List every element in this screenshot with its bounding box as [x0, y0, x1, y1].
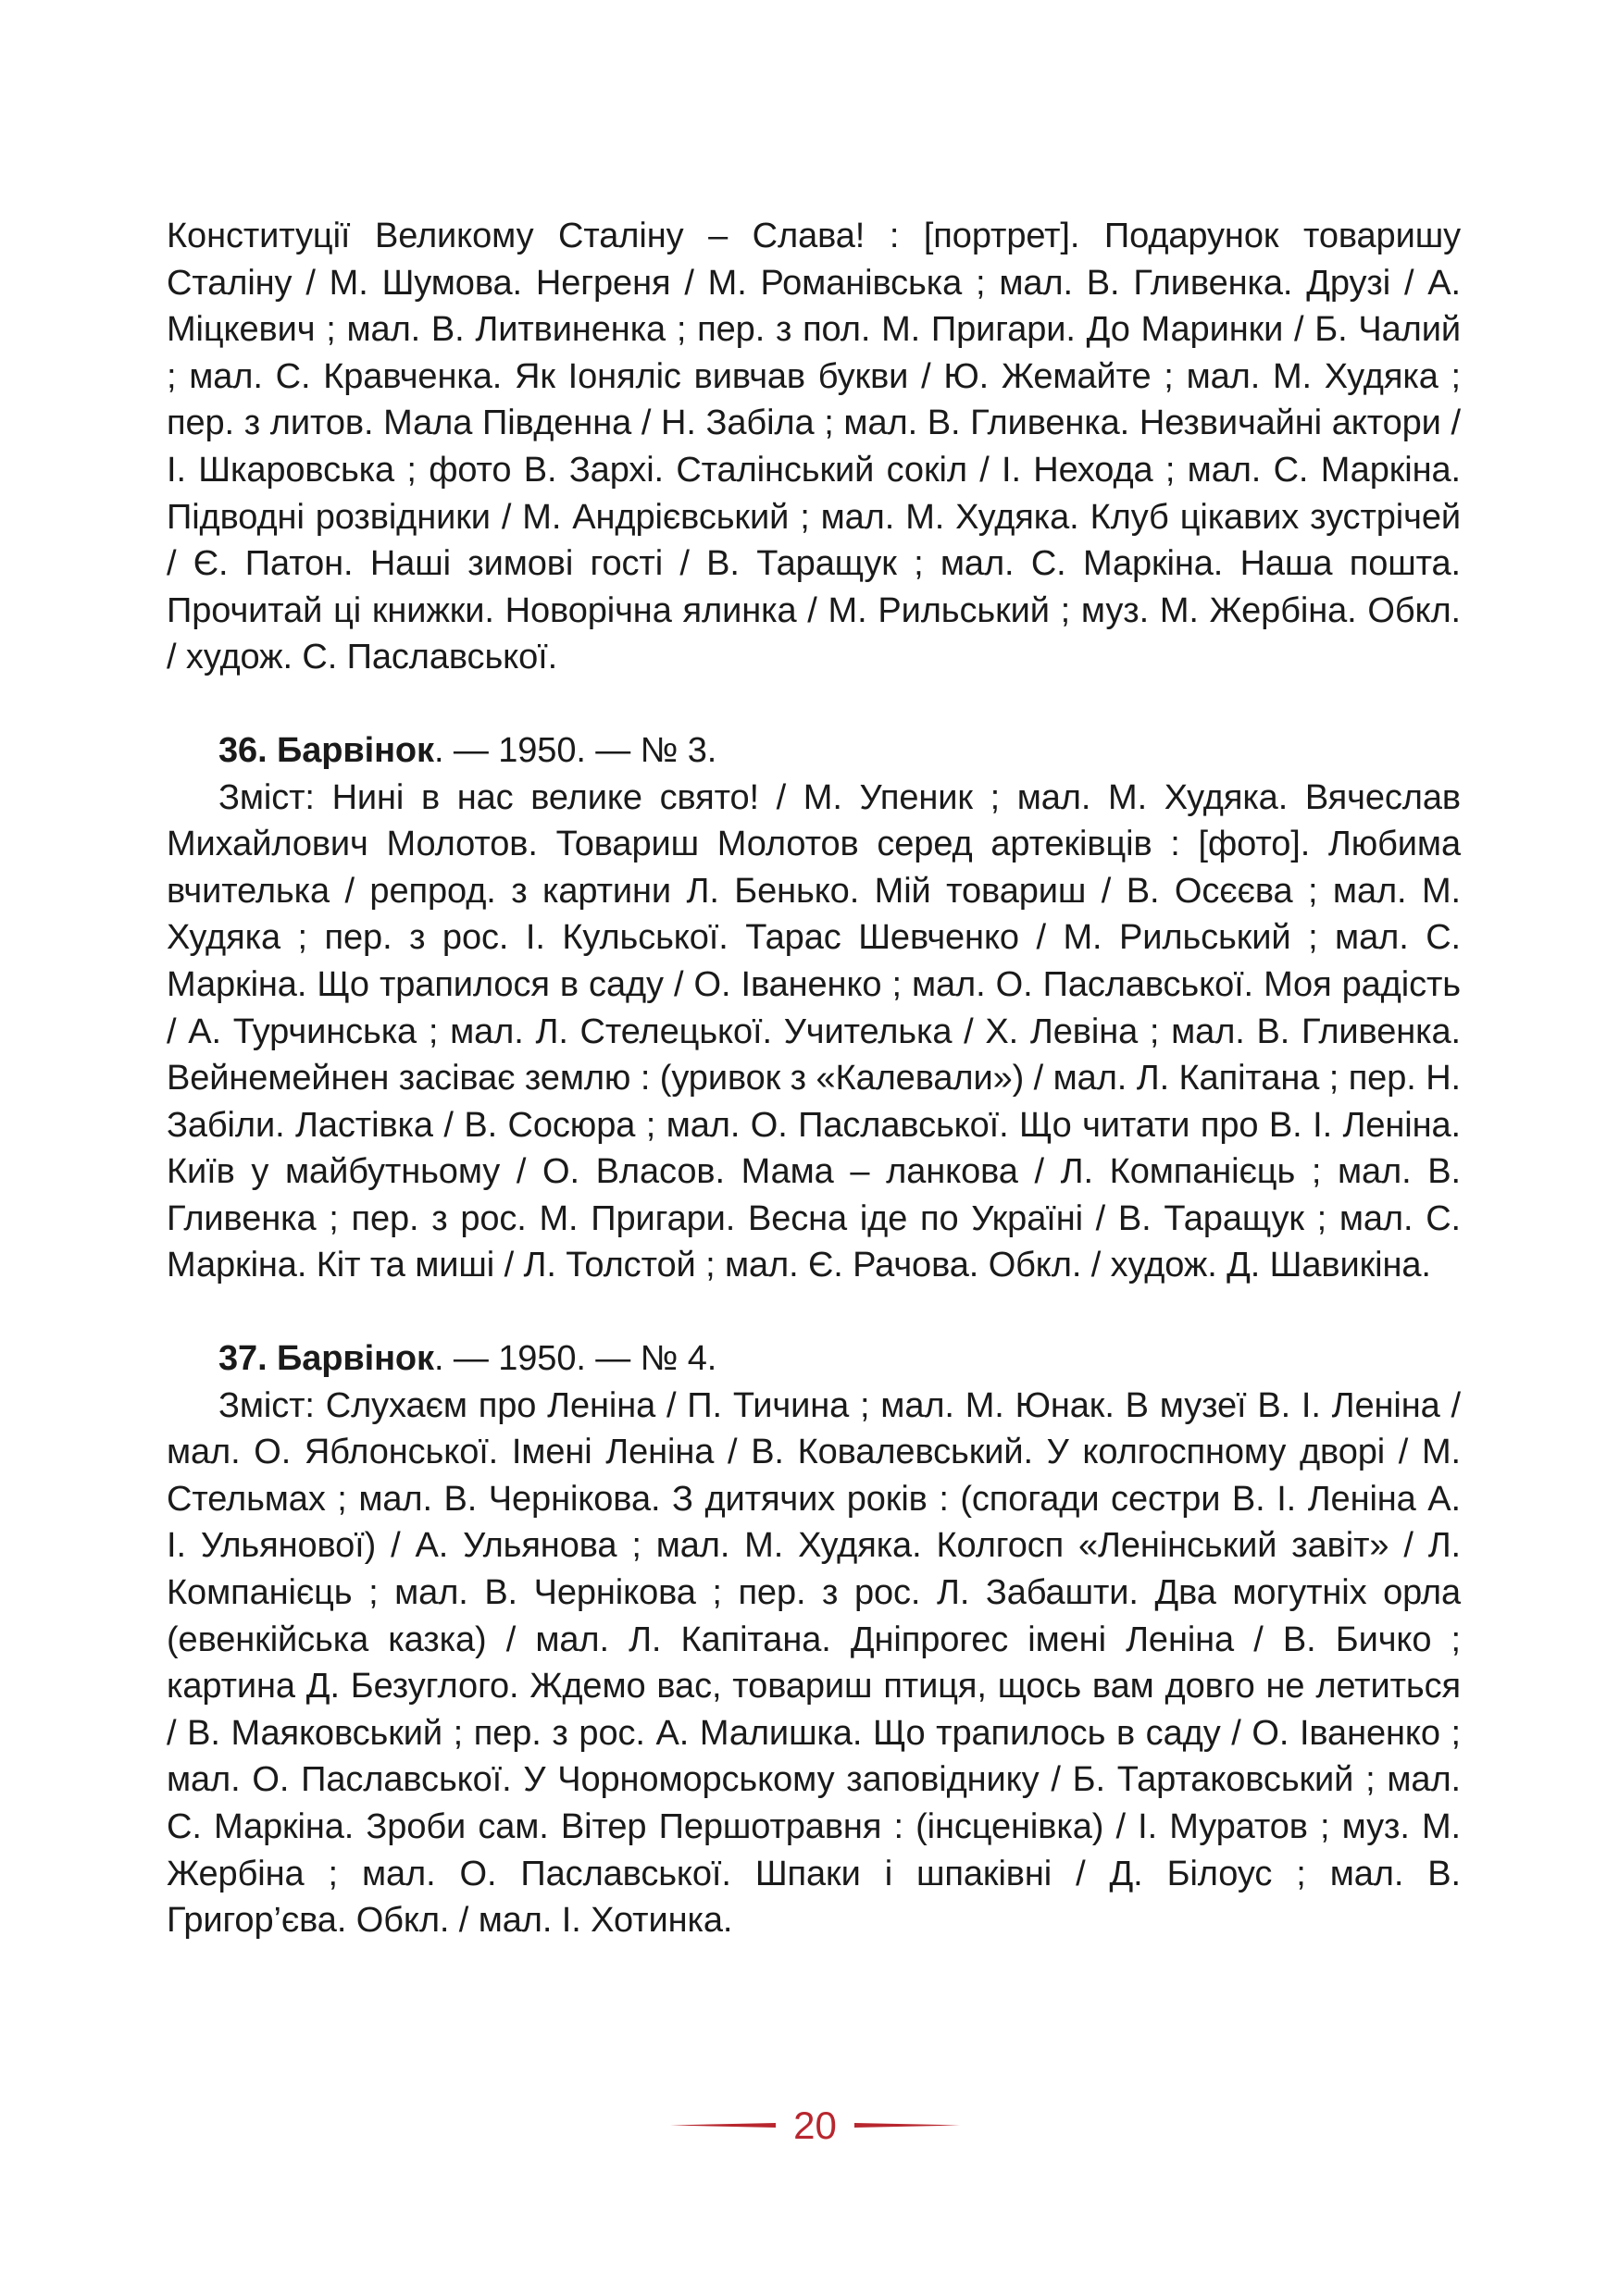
- entry-number: 37.: [218, 1339, 268, 1379]
- entry-36: [167, 727, 1461, 1289]
- footer-rule-right: [854, 2123, 960, 2128]
- entry-heading: [167, 727, 1461, 775]
- entry-37: [167, 1335, 1461, 1944]
- footer-rule-left: [670, 2123, 776, 2128]
- entry-title: Барвінок: [277, 730, 434, 770]
- entry-number: 36.: [218, 730, 268, 770]
- entry-heading: [167, 1335, 1461, 1383]
- page-number: 20: [793, 2104, 837, 2147]
- entry-details: . — 1950. — № 3.: [433, 730, 717, 770]
- entry-title: Барвінок: [277, 1339, 434, 1379]
- entry-content: Зміст: Нині в нас велике свято! / М. Упеник ; мал. М. Худяка. Вячеслав Михайлович Молотов. Товариш Молотов серед артеківців : [фото]. Любима вчителька / репрод. з картини Л. Бенько. Мій товариш / В. Осєєва ; мал. М. Худяка ; пер. з рос. І. Кульської. Тарас Шевченко / М. Рильський ; мал. С. Маркіна. Що трапилося в саду / О. Іваненко ; мал. О. Паславської. Моя радість / А. Турчинська ; мал. Л. Стелецької. Учителька / Х. Левіна ; мал. В. Гливенка. Вейнемейнен засіває землю : (уривок з «Калевали») / мал. Л. Капітана ; пер. Н. Забіли. Ластівка / В. Сосюра ; мал. О. Паславської. Що читати про В. І. Леніна. Київ у майбутньому / О. Власов. Мама – ланкова / Л. Компанієць ; мал. В. Гливенка ; пер. з рос. М. Пригари. Весна іде по Україні / В. Таращук ; мал. С. Маркіна. Кіт та миші / Л. Толстой ; мал. Є. Рачова. Обкл. / худож. Д. Шавикіна.: [167, 777, 1461, 1285]
- entry-details: . — 1950. — № 4.: [433, 1339, 717, 1379]
- page-footer: [0, 2103, 1619, 2149]
- entry-content: Зміст: Слухаєм про Леніна / П. Тичина ; мал. М. Юнак. В музеї В. І. Леніна / мал. О. Яблонської. Імені Леніна / В. Ковалевський. У колгоспному дворі / М. Стельмах ; мал. В. Чернікова. З дитячих років : (спогади сестри В. І. Леніна А. І. Ульянової) / А. Ульянова ; мал. М. Худяка. Колгосп «Ленінський завіт» / Л. Компанієць ; мал. В. Чернікова ; пер. з рос. Л. Забашти. Два могутніх орла (евенкійська казка) / мал. Л. Капітана. Дніпрогес імені Леніна / В. Бичко ; картина Д. Безуглого. Ждемо вас, товариш птиця, щось вам довго не летиться / В. Маяковський ; пер. з рос. А. Малишка. Що трапилось в саду / О. Іваненко ; мал. О. Паславської. У Чорноморському заповіднику / Б. Тартаковський ; мал. С. Маркіна. Зроби сам. Вітер Першотравня : (інсценівка) / І. Муратов ; муз. М. Жербіна ; мал. О. Паславської. Шпаки і шпаківні / Д. Білоус ; мал. В. Григор’єва. Обкл. / мал. І. Хотинка.: [167, 1385, 1461, 1941]
- page-content: [167, 213, 1461, 1944]
- intro-paragraph: Конституції Великому Сталіну – Слава! : [портрет]. Подарунок товаришу Сталіну / М. Шумова. Негреня / М. Романівська ; мал. В. Гливенка. Друзі / А. Міцкевич ; мал. В. Литвиненка ; пер. з пол. М. Пригари. До Маринки / Б. Чалий ; мал. С. Кравченка. Як Іоняліс вивчав букви / Ю. Жемайте ; мал. М. Худяка ; пер. з литов. Мала Південна / Н. Забіла ; мал. В. Гливенка. Незвичайні актори / І. Шкаровська ; фото В. Зархі. Сталінський сокіл / І. Нехода ; мал. С. Маркіна. Підводні розвідники / М. Андрієвський ; мал. М. Худяка. Клуб цікавих зустрічей / Є. Патон. Наші зимові гості / В. Таращук ; мал. С. Маркіна. Наша пошта. Прочитай ці книжки. Новорічна ялинка / М. Рильський ; муз. М. Жербіна. Обкл. / худож. С. Паславської.: [167, 217, 1461, 677]
